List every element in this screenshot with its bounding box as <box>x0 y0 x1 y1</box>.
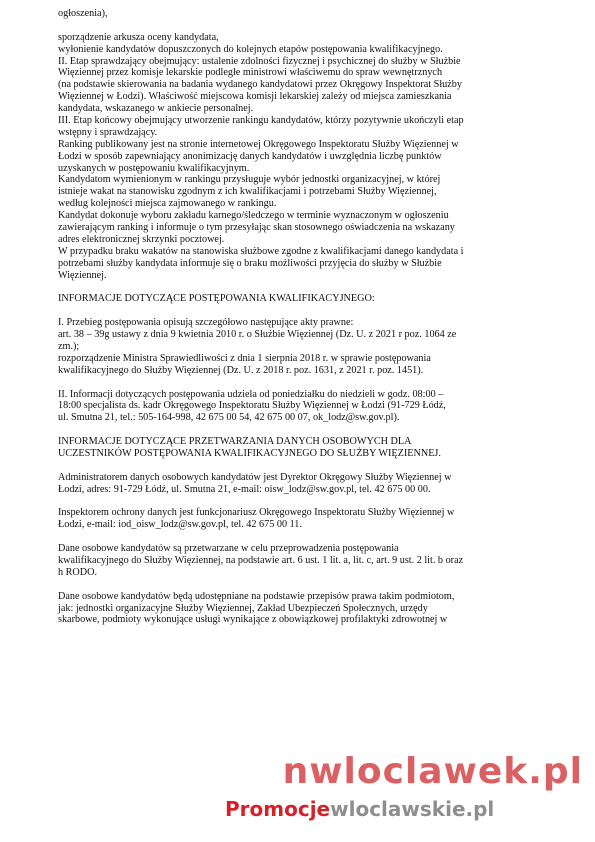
blank-line <box>58 460 568 472</box>
text-line: ul. Smutna 21, tel.: 505-164-998, 42 675 00 54, 42 675 00 07, ok_lodz@sw.gov.pl). <box>58 412 400 424</box>
text-line: kandydata, wskazanego w ankiecie personalnej. <box>58 103 254 115</box>
text-line: zm.); <box>58 340 80 352</box>
watermark-logo-sub <box>225 797 494 821</box>
text-line: II. Informacji dotyczących postępowania udziela od poniedziałku do niedzieli w godz. 08:00 – <box>58 388 444 400</box>
text-line: ogłoszenia), <box>58 8 108 19</box>
text-line: Inspektorem ochrony danych jest funkcjonariusz Okręgowego Inspektoratu Służby Więziennej w <box>58 507 455 519</box>
blank-line <box>58 531 568 543</box>
text-line: art. 38 – 39g ustawy z dnia 9 kwietnia 2010 r. o Służbie Więziennej (Dz. U. z 2021 r poz. 1064 ze <box>58 329 457 341</box>
text-line: INFORMACJE DOTYCZĄCE POSTĘPOWANIA KWALIFIKACYJNEGO: <box>58 293 375 305</box>
text-line: Więziennej. <box>58 269 107 281</box>
text-line: istnieje wakat na stanowisku zgodnym z ich kwalifikacjami i potrzebami Służby Więziennej, <box>58 186 437 198</box>
watermark-sub-part1: Promocje <box>225 797 331 821</box>
text-line: I. Przebieg postępowania opisują szczegółowo następujące akty prawne: <box>58 317 354 329</box>
text-line: Więziennej przez komisje lekarskie podległe ministrowi właściwemu do spraw wewnętrznych <box>58 67 443 79</box>
text-line: Dane osobowe kandydatów będą udostępniane na podstawie przepisów prawa takim podmiotom, <box>58 590 455 602</box>
text-line: UCZESTNIKÓW POSTĘPOWANIA KWALIFIKACYJNEGO DO SŁUŻBY WIĘZIENNEJ. <box>58 447 441 459</box>
text-line: h RODO. <box>58 566 98 578</box>
text-line: kwalifikacyjnego do Służby Więziennej (Dz. U. z 2018 r. poz. 1631, z 2021 r. poz. 1451). <box>58 364 424 376</box>
text-line: Łodzi, adres: 91-729 Łódź, ul. Smutna 21, e-mail: oisw_lodz@sw.gov.pl, tel. 42 675 00 00. <box>58 483 431 495</box>
blank-line <box>58 424 568 436</box>
text-line: (na podstawie skierowania na badania wydanego kandydatowi przez Okręgowy Inspektorat Służby <box>58 79 462 91</box>
blank-line <box>58 496 568 508</box>
text-line: Łodzi, e-mail: iod_oisw_lodz@sw.gov.pl, tel. 42 675 00 11. <box>58 519 302 531</box>
text-line: INFORMACJE DOTYCZĄCE PRZETWARZANIA DANYCH OSOBOWYCH DLA <box>58 436 412 448</box>
document-body <box>58 8 568 626</box>
watermark <box>0 752 595 842</box>
text-line: wyłonienie kandydatów dopuszczonych do kolejnych etapów postępowania kwalifikacyjnego. <box>58 43 443 55</box>
text-line: według kolejności miejsca zajmowanego w rankingu. <box>58 198 277 210</box>
text-line: W przypadku braku wakatów na stanowiska służbowe zgodne z kwalifikacjami danego kandydata i <box>58 245 464 257</box>
text-line: sporządzenie arkusza oceny kandydata, <box>58 31 219 43</box>
text-line: Kandydatom wymienionym w rankingu przysługuje wybór jednostki organizacyjnej, w której <box>58 174 441 186</box>
text-line: jak: jednostki organizacyjne Służby Więziennej, Zakład Ubezpieczeń Społecznych, urzędy <box>58 602 428 614</box>
text-line: Administratorem danych osobowych kandydatów jest Dyrektor Okręgowy Służby Więziennej w <box>58 471 452 483</box>
text-line: uzyskanych w postępowaniu kwalifikacyjnym. <box>58 162 250 174</box>
text-line: kwalifikacyjnego do Służby Więziennej, na podstawie art. 6 ust. 1 lit. a, lit. c, art. 9 ust. 2 lit. b oraz <box>58 554 464 566</box>
text-line: zawierającym ranking i informuje o tym przesyłając skan stosownego oświadczenia na wskazany <box>58 222 455 234</box>
text-line: rozporządzenie Ministra Sprawiedliwości z dnia 1 sierpnia 2018 r. w sprawie postępowania <box>58 352 431 364</box>
text-line: Dane osobowe kandydatów są przetwarzane w celu przeprowadzenia postępowania <box>58 543 399 555</box>
text-line: 18:00 specjalista ds. kadr Okręgowego Inspektoratu Służby Więziennej w Łodzi (91-729 Łódź, <box>58 400 446 412</box>
text-line: skarbowe, podmioty wykonujące usługi wynikające z obowiązkowej profilaktyki zdrowotnej w <box>58 614 448 626</box>
blank-line <box>58 281 568 293</box>
text-line: Więziennej w Łodzi). Właściwość miejscowa komisji lekarskiej zależy od miejsca zamieszkania <box>58 91 452 103</box>
watermark-logo-main: nwloclawek.pl <box>282 751 583 792</box>
text-line: Kandydat dokonuje wyboru zakładu karnego/śledczego w terminie wyznaczonym w ogłoszeniu <box>58 210 449 222</box>
text-line: wstępny i sprawdzający. <box>58 126 158 138</box>
watermark-sub-part2: wloclawskie.pl <box>330 797 495 821</box>
text-line: III. Etap końcowy obejmujący utworzenie rankingu kandydatów, którzy pozytywnie ukończyli etap <box>58 115 464 127</box>
blank-line <box>58 20 568 32</box>
blank-line <box>58 579 568 591</box>
blank-line <box>58 377 568 389</box>
text-line: Łodzi w sposób zapewniający anonimizację danych kandydatów i uwzględnia liczbę punktów <box>58 150 442 162</box>
text-line: potrzebami służby kandydata informuje się o braku możliwości przyjęcia do służby w Służbie <box>58 257 442 269</box>
text-line: II. Etap sprawdzający obejmujący: ustalenie zdolności fizycznej i psychicznej do służby w Służbie <box>58 55 461 67</box>
text-line: adres elektronicznej skrzynki pocztowej. <box>58 233 225 245</box>
blank-line <box>58 305 568 317</box>
text-line: Ranking publikowany jest na stronie internetowej Okręgowego Inspektoratu Służby Więziennej w <box>58 138 459 150</box>
